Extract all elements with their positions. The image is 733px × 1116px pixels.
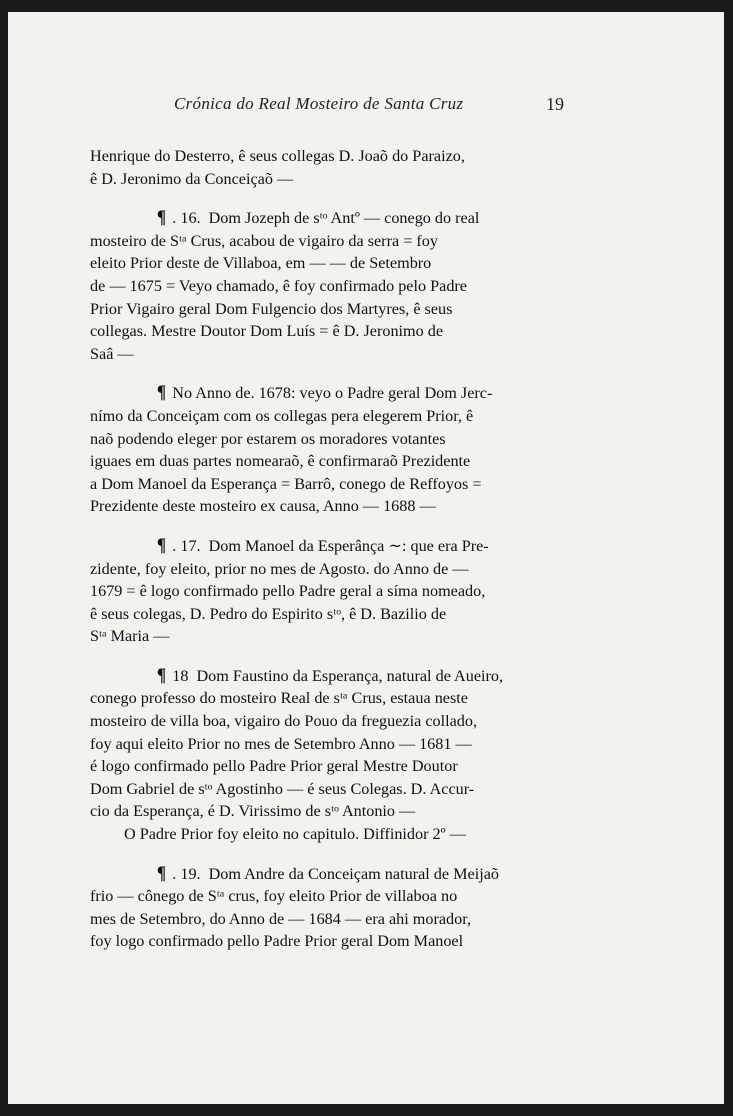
- text-line: Prior Vigairo geral Dom Fulgencio dos Martyres, ê seus: [90, 299, 453, 318]
- text-line: foy aqui eleito Prior no mes de Setembro Anno — 1681 —: [90, 734, 472, 753]
- text-line: O Padre Prior foy eleito no capitulo. Diffinidor 2º —: [124, 825, 466, 844]
- text-line: Dom Faustino da Esperança, natural de Aueiro,: [196, 666, 504, 685]
- text-line: ê seus colegas, D. Pedro do Espirito sᵗᵒ, ê D. Bazilio de: [90, 604, 447, 623]
- paragraph-19: [90, 863, 564, 953]
- text-line: mosteiro de villa boa, vigairo do Pouo da freguezia collado,: [90, 712, 478, 731]
- text-line: collegas. Mestre Doutor Dom Luís = ê D. Jeronimo de: [90, 322, 444, 341]
- text-line: conego professo do mosteiro Real de sᵗᵃ Crus, estaua neste: [90, 689, 468, 708]
- text-line: mosteiro de Sᵗᵃ Crus, acabou de vigairo da serra = foy: [90, 231, 438, 250]
- page-number: 19: [546, 94, 564, 114]
- entry-number: 18: [172, 666, 189, 685]
- text-line: [90, 207, 564, 230]
- entry-number: . 17.: [172, 536, 201, 555]
- paragraph-17: [90, 535, 564, 648]
- pilcrow-icon: ¶: [156, 534, 167, 556]
- entry-number: . 19.: [172, 864, 201, 883]
- text-line: Henrique do Desterro, ê seus collegas D. Joaõ do Paraizo,: [90, 147, 465, 165]
- text-line: eleito Prior deste de Villaboa, em — — de Setembro: [90, 254, 432, 273]
- text-line: Sᵗᵃ Maria —: [90, 627, 170, 646]
- paragraph: [90, 145, 564, 190]
- book-page: [8, 12, 724, 1104]
- running-header: [8, 94, 724, 124]
- text-line: nímo da Conceiçam com os collegas pera elegerem Prior, ê: [90, 406, 474, 425]
- text-line: ê D. Jeronimo da Conceiçaõ —: [90, 169, 294, 188]
- pilcrow-icon: ¶: [156, 382, 167, 404]
- text-line: frio — cônego de Sᵗᵃ crus, foy eleito Prior de villaboa no: [90, 887, 458, 906]
- text-line: Dom Gabriel de sᵗᵒ Agostinho — é seus Colegas. D. Accur-: [90, 779, 475, 798]
- text-line: [90, 382, 564, 405]
- text-line: No Anno de. 1678: veyo o Padre geral Dom Jerc-: [172, 384, 493, 403]
- text-line: de — 1675 = Veyo chamado, ê foy confirmado pelo Padre: [90, 276, 467, 295]
- text-line: cio da Esperança, é D. Virissimo de sᵗᵒ Antonio —: [90, 802, 416, 821]
- text-line: Dom Andre da Conceiçam natural de Meijaõ: [208, 864, 499, 883]
- text-line: zidente, foy eleito, prior no mes de Agosto. do Anno de —: [90, 559, 469, 578]
- text-line: foy logo confirmado pello Padre Prior geral Dom Manoel: [90, 932, 464, 951]
- text-line: Dom Jozeph de sᵗᵒ Antº — conego do real: [208, 209, 480, 228]
- text-line: 1679 = ê logo confirmado pello Padre geral a síma nomeado,: [90, 582, 486, 601]
- paragraph-18: [90, 665, 564, 823]
- header-title: Crónica do Real Mosteiro de Santa Cruz: [174, 94, 464, 113]
- body-text: [90, 145, 564, 953]
- pilcrow-icon: ¶: [156, 207, 167, 229]
- text-line: Dom Manoel da Esperânça ∼: que era Pre-: [208, 536, 489, 555]
- pilcrow-icon: ¶: [156, 664, 167, 686]
- entry-number: . 16.: [172, 209, 201, 228]
- text-line: naõ podendo eleger por estarem os moradores votantes: [90, 429, 446, 448]
- text-line: mes de Setembro, do Anno de — 1684 — era ahi morador,: [90, 909, 472, 928]
- text-line: Saâ —: [90, 344, 134, 363]
- paragraph-note: [90, 823, 564, 846]
- pilcrow-icon: ¶: [156, 862, 167, 884]
- text-line: Prezidente deste mosteiro ex causa, Anno — 1688 —: [90, 497, 436, 516]
- text-line: iguaes em duas partes nomearaõ, ê confirmaraõ Prezidente: [90, 452, 471, 471]
- text-line: a Dom Manoel da Esperança = Barrô, conego de Reffoyos =: [90, 474, 482, 493]
- paragraph-1678: [90, 382, 564, 518]
- text-line: [90, 535, 564, 558]
- text-line: [90, 665, 564, 688]
- text-line: é logo confirmado pello Padre Prior geral Mestre Doutor: [90, 757, 458, 776]
- text-line: [90, 863, 564, 886]
- paragraph-16: [90, 207, 564, 365]
